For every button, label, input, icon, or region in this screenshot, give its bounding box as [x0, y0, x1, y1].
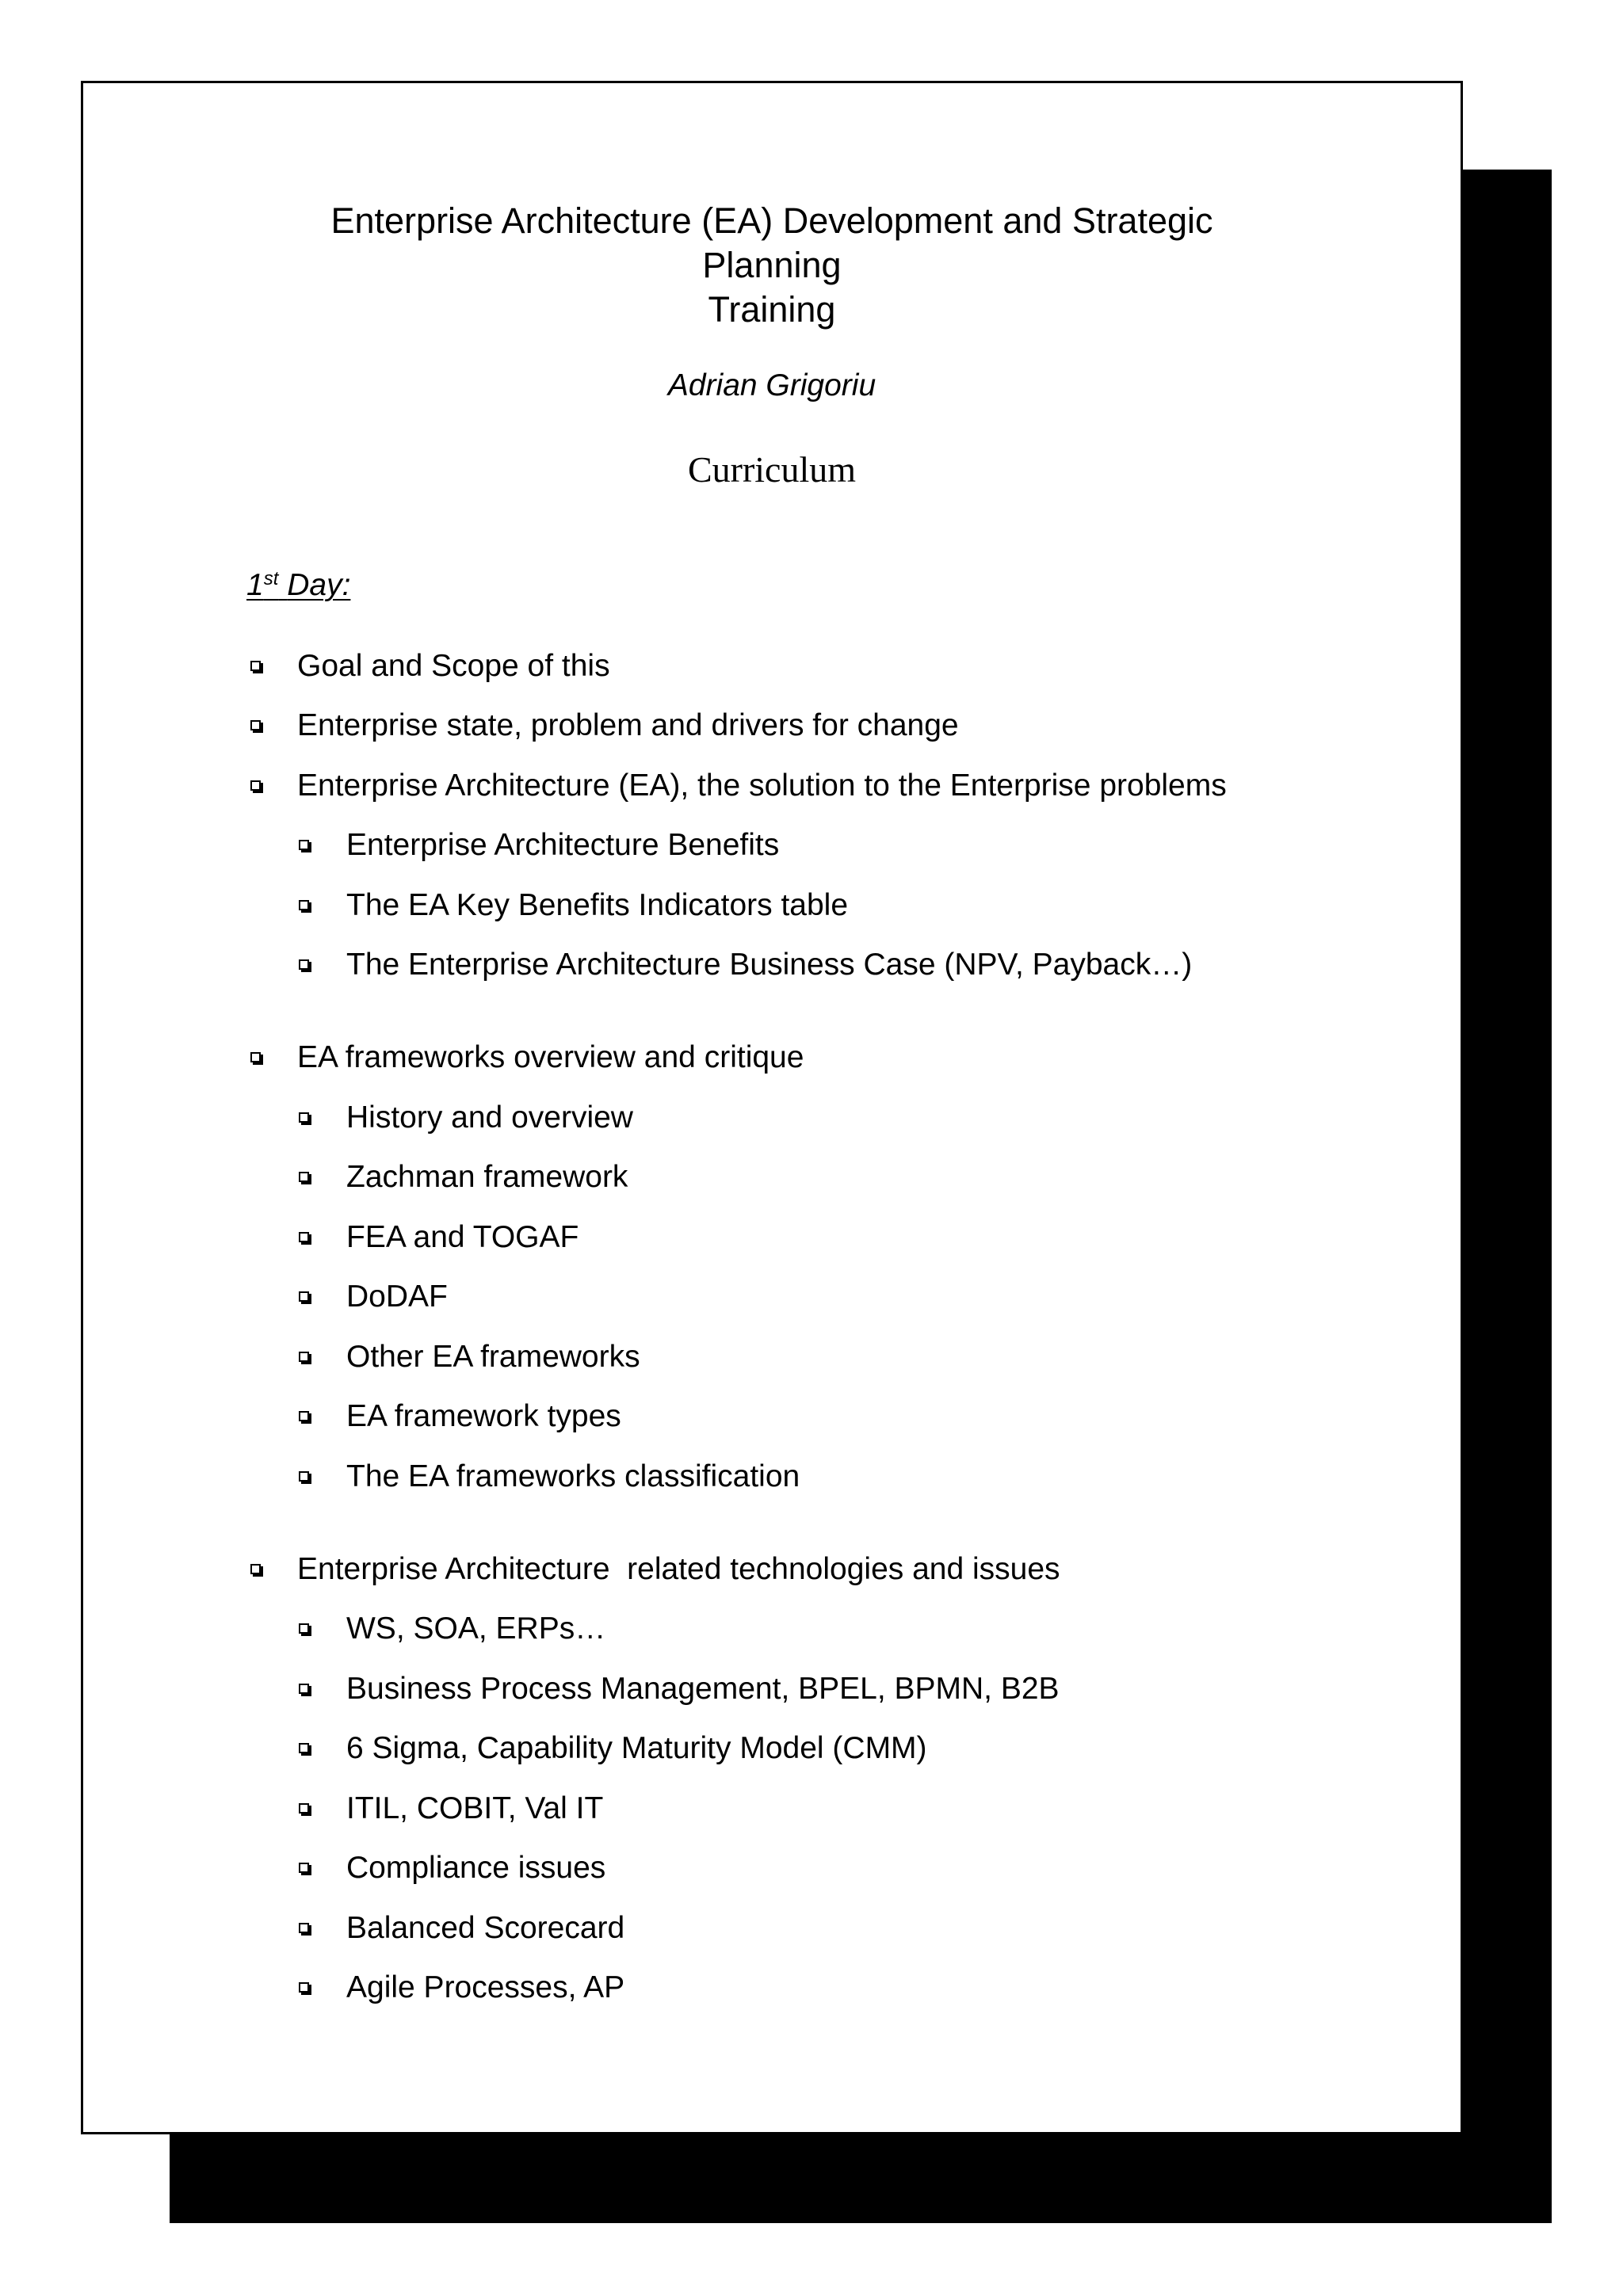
list-subitem: [346, 1969, 624, 2007]
list-subitem: [346, 1849, 605, 1887]
list-subitem: [346, 1790, 603, 1828]
square-bullet-icon: [299, 1923, 309, 1933]
list-item: [297, 1550, 1060, 1589]
author-name: Adrian Grigoriu: [667, 368, 876, 402]
square-bullet-icon: [299, 1232, 309, 1242]
square-bullet-icon: [299, 1982, 309, 1993]
list-item-text: Agile Processes, AP: [346, 1970, 625, 2004]
square-bullet-icon: [299, 1112, 309, 1123]
square-bullet-icon: [299, 1623, 309, 1634]
square-bullet-icon: [299, 1803, 309, 1814]
list-subitem: [346, 887, 848, 925]
list-item-text: Zachman framework: [346, 1160, 628, 1194]
square-bullet-icon: [250, 661, 261, 671]
list-subitem: [346, 1398, 621, 1436]
list-subitem: [346, 1278, 448, 1316]
document-page: [81, 81, 1463, 2134]
list-item-text: ITIL, COBIT, Val IT: [346, 1791, 604, 1825]
title-line: Enterprise Architecture (EA) Development and Strategic: [330, 200, 1213, 241]
list-item: [297, 707, 959, 745]
square-bullet-icon: [299, 840, 309, 850]
list-subitem: [346, 1158, 628, 1196]
day-label: Day:: [287, 568, 351, 602]
square-bullet-icon: [250, 1052, 261, 1062]
square-bullet-icon: [250, 720, 261, 730]
list-subitem: [346, 1730, 927, 1768]
list-subitem: [346, 1458, 800, 1496]
list-item-text: DoDAF: [346, 1280, 448, 1314]
list-item: [297, 1039, 804, 1077]
list-item-text: 6 Sigma, Capability Maturity Model (CMM): [346, 1731, 927, 1765]
title-line: Planning: [702, 245, 842, 285]
list-subitem: [346, 1338, 640, 1376]
list-item-text: EA framework types: [346, 1399, 621, 1433]
square-bullet-icon: [299, 1291, 309, 1302]
day-heading: [246, 566, 350, 605]
list-item-text: Enterprise Architecture Benefits: [346, 828, 780, 862]
list-item-text: WS, SOA, ERPs…: [346, 1611, 606, 1646]
list-subitem: [346, 1610, 605, 1648]
list-subitem: [346, 1909, 624, 1947]
square-bullet-icon: [299, 1684, 309, 1694]
square-bullet-icon: [250, 1564, 261, 1574]
list-subitem: [346, 1099, 633, 1137]
list-item-text: EA frameworks overview and critique: [297, 1040, 804, 1074]
square-bullet-icon: [299, 1352, 309, 1362]
square-bullet-icon: [299, 1172, 309, 1182]
square-bullet-icon: [299, 1863, 309, 1873]
list-item-text: The EA frameworks classification: [346, 1459, 800, 1493]
list-subitem: [346, 946, 1192, 984]
square-bullet-icon: [299, 959, 309, 970]
list-item-text: Business Process Management, BPEL, BPMN, B2B: [346, 1672, 1060, 1706]
square-bullet-icon: [299, 1471, 309, 1482]
list-item-text: Enterprise Architecture (EA), the solution to the Enterprise problems: [297, 769, 1227, 803]
list-item-text: Enterprise Architecture related technologies and issues: [297, 1552, 1060, 1586]
list-item-text: Enterprise state, problem and drivers for change: [297, 708, 959, 742]
document-title: [83, 199, 1461, 332]
square-bullet-icon: [299, 900, 309, 910]
list-item-text: The EA Key Benefits Indicators table: [346, 888, 849, 922]
square-bullet-icon: [250, 780, 261, 791]
list-item-text: Other EA frameworks: [346, 1340, 640, 1374]
list-item: [297, 767, 1227, 805]
list-item-text: Goal and Scope of this: [297, 649, 610, 683]
list-subitem: [346, 826, 779, 864]
day-ordinal-suffix: st: [263, 568, 279, 589]
list-subitem: [346, 1219, 579, 1257]
title-line: Training: [708, 289, 836, 330]
square-bullet-icon: [299, 1411, 309, 1421]
square-bullet-icon: [299, 1743, 309, 1753]
list-item-text: Compliance issues: [346, 1851, 606, 1885]
list-item: [297, 647, 610, 685]
list-item-text: Balanced Scorecard: [346, 1911, 625, 1945]
list-subitem: [346, 1670, 1060, 1708]
list-item-text: The Enterprise Architecture Business Case (NPV, Payback…): [346, 948, 1193, 982]
list-item-text: History and overview: [346, 1100, 633, 1135]
day-number: 1: [246, 568, 264, 602]
section-title: Curriculum: [687, 449, 857, 490]
list-item-text: FEA and TOGAF: [346, 1220, 579, 1254]
